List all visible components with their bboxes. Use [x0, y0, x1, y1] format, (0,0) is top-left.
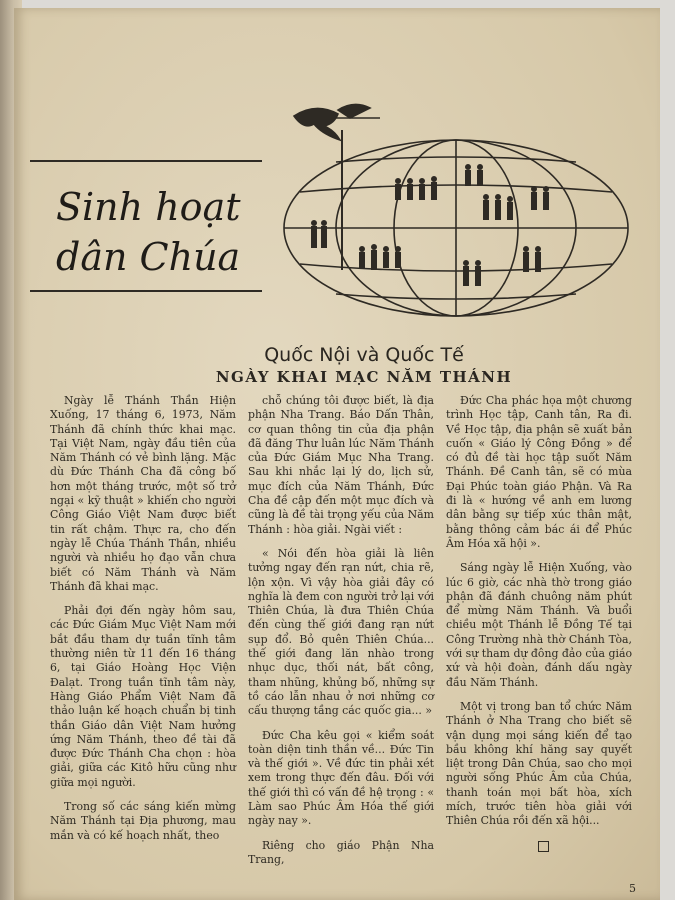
page-number: 5 [629, 882, 636, 895]
article-column-1 [50, 394, 236, 853]
article-subtitle: Quốc Nội và Quốc Tế [264, 344, 464, 366]
article-column-2 [248, 394, 434, 877]
article-column-3 [446, 394, 632, 856]
paragraph: Sáng ngày lễ Hiện Xuống, vào lúc 6 giờ, các nhà thờ trong giáo phận đã đánh chuông năm phút để mừng Năm Thánh. Và buổi chiều một Thánh lễ Đồng Tế tại Công Trường nhà thờ Chánh Tòa, với sự tham dự đông đảo của giáo xứ và hội đoàn, đánh dấu ngày đầu Năm Thánh. [446, 561, 632, 689]
paragraph: Phải đợi đến ngày hôm sau, các Đức Giám Mục Việt Nam mới bắt đầu tham dự tuần tĩnh tâm thường niên từ 11 đến 16 tháng 6, tại Giáo Hoàng Học Viện Đalạt. Trong tuần tĩnh tâm này, Hàng Giáo Phẩm Việt Nam đã thảo luận kế hoạch chuẩn bị tinh thần Giáo dân Việt Nam hưởng ứng Năm Thánh, theo đề tài đã được Đức Thánh Cha chọn : hòa giải, giữa các Kitô hữu cũng như giữa mọi người. [50, 604, 236, 789]
paragraph: Ngày lễ Thánh Thần Hiện Xuống, 17 tháng 6, 1973, Năm Thánh đã chính thức khai mạc. Tại Việt Nam, ngày đầu tiên của Năm Thánh có vẻ bình lặng. Mặc dù Đức Thánh Cha đã công bố hơn một tháng trước, một số trở ngại « kỹ thuật » khiến cho người Công Giáo Việt Nam được biết tin rất chậm. Thực ra, cho đến ngày lễ Chúa Thánh Thần, nhiều người và nhiều họ đạo vẫn chưa biết có Năm Thánh và Năm Thánh đã khai mạc. [50, 394, 236, 593]
end-of-article-mark [538, 841, 549, 852]
header-rule-top [30, 160, 262, 162]
paragraph: Riêng cho giáo Phận Nha Trang, [248, 838, 434, 866]
paragraph: Trong số các sáng kiến mừng Năm Thánh tại Địa phương, mau mắn và có kế hoạch nhất, theo [50, 800, 236, 842]
paragraph: Một vị trong ban tổ chức Năm Thánh ở Nha Trang cho biết sẽ vận dụng mọi sáng kiến để tạo bầu không khí hăng say quyết liệt trong Dân Chúa, sao cho mọi người sống Phúc Âm của Chúa, thanh toán mọi bất hòa, xích mích, trước tiên hòa giải với Thiên Chúa rồi đến xã hội... [446, 699, 632, 828]
magazine-page [14, 8, 660, 900]
section-title-line2: dân Chúa [56, 235, 241, 279]
paragraph: Đức Cha phác họa một chương trình Học tập, Canh tân, Ra đi. Về Học tập, địa phận sẽ xuất bản cuốn « Giáo lý Công Đồng » để có đủ đề tài học tập suốt Năm Thánh. Đề Canh tân, sẽ có mùa Đại Phúc toàn giáo Phận. Và Ra đi là « hướng về anh em lương dân bằng sự tiếp xúc thân mật, bằng thông cảm bác ái để Phúc Âm Hóa xã hội ». [446, 394, 632, 550]
header-rule-bottom [30, 290, 262, 292]
article-headline: NGÀY KHAI MẠC NĂM THÁNH [215, 368, 513, 386]
section-title-line1: Sinh hoạt [56, 185, 241, 229]
paragraph: « Nói đến hòa giải là liên tưởng ngay đến rạn nứt, chia rẽ, lộn xộn. Vì vậy hòa giải đây có nghĩa là đem con người trở lại với Thiên Chúa, là đưa Thiên Chúa đến cùng thế giới đang rạn nứt sụp đổ. Bỏ quên Thiên Chúa... thế giới đang lăn nhào trong nhục dục, thối nát, bất công, tham nhũng, khủng bố, những sự tồ cáo lẫn nhau ở nơi những cơ cấu thượng tầng các quốc gia... » [248, 546, 434, 718]
paragraph: Đức Cha kêu gọi « kiểm soát toàn diện tinh thần về... Đức Tin và thế giới ». Về đức tin phải xét xem trong thực đến đâu. Đối với thế giới thì có vấn đề hệ trọng : « Làm sao Phúc Âm Hóa thế giới ngày nay ». [248, 728, 434, 828]
paragraph: chỗ chúng tôi được biết, là địa phận Nha Trang. Báo Dấn Thân, cơ quan thông tin của địa phận đã đăng Thư luân lúc Năm Thánh của Đức Giám Mục Nha Trang. Sau khi nhắc lại lý do, lịch sử, mục đích của Năm Thánh, Đức Cha đề cập đến một mục đích và cũng là đề tài trọng yếu của Năm Thánh : hòa giải. Ngài viết : [248, 394, 434, 536]
globe-with-dove-and-people-icon [276, 100, 636, 336]
